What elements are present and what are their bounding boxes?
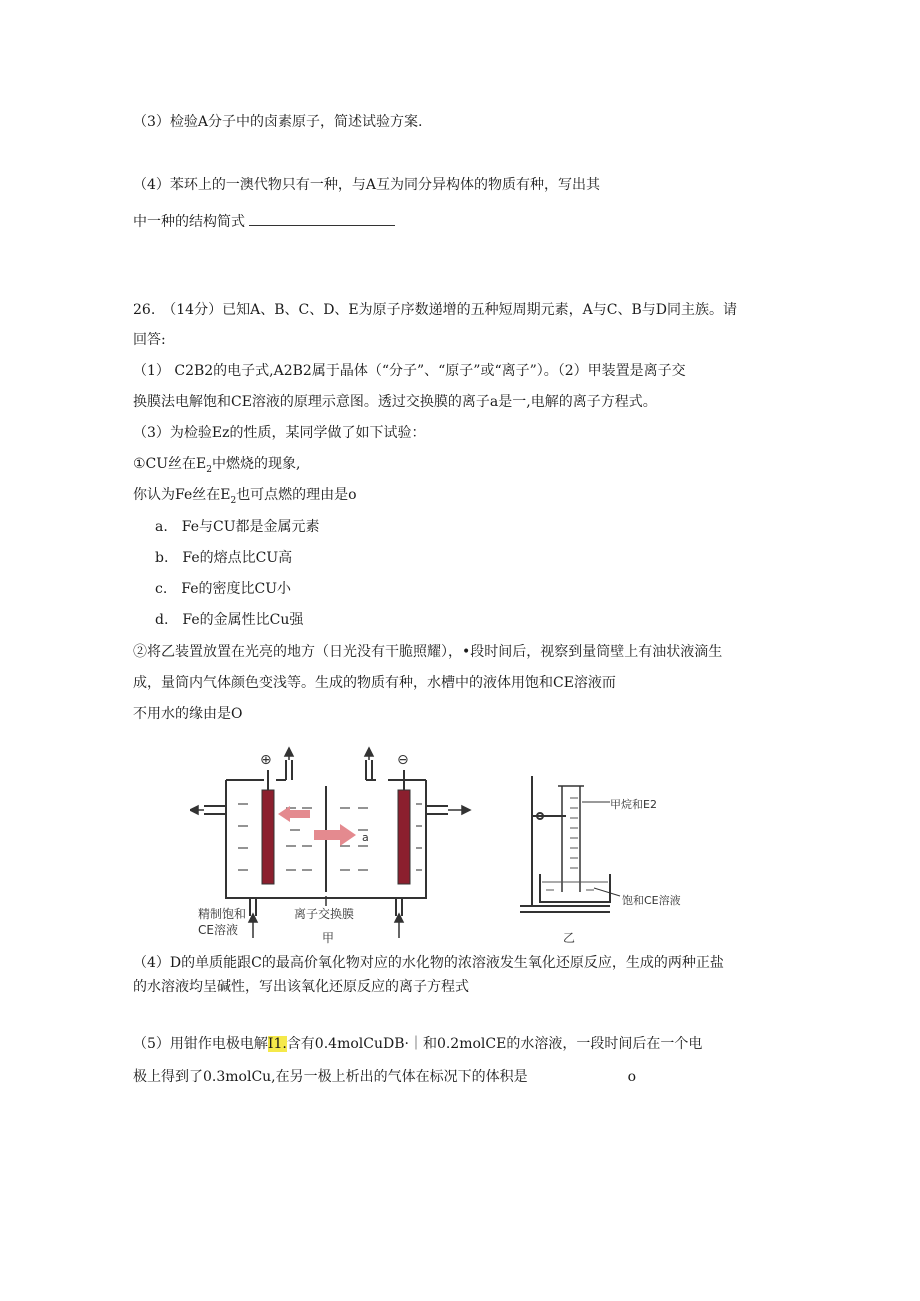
label-membrane: 离子交换膜 <box>294 907 355 921</box>
question-3-line: （3）检验A分子中的卤素原子，简述试验方案. <box>133 114 423 130</box>
q26-part-3-line: （3）为检验Ez的性质，某同学做了如下试验： <box>133 425 426 441</box>
answer-blank <box>249 213 395 226</box>
arrow-right-pink <box>314 824 356 846</box>
apparatus-yi <box>520 776 610 912</box>
label-feed-1: 精制饱和 <box>198 907 247 921</box>
label-gas: 甲烷和E2 <box>610 798 657 811</box>
label-feed-2: CE溶液 <box>198 923 238 937</box>
text-span: 你认为Fe丝在E <box>133 487 231 503</box>
q26-part-5-line-1 <box>133 1035 702 1053</box>
q26-part-4-line-2: 的水溶液均呈碱性，写出该氧化还原反应的离子方程式 <box>133 979 469 995</box>
option-a: a. Fe与CU都是金属元素 <box>155 519 320 535</box>
label-solution: 饱和CE溶液 <box>622 894 681 907</box>
q26-intro-line-2: 回答: <box>133 332 166 348</box>
q26-sub-2-line-2: 成，量筒内气体颜色变浅等。生成的物质有种，水槽中的液体用饱和CE溶液而 <box>133 675 616 691</box>
q26-part-1-line: （1） C2B2的电子式,A2B2属于晶体（“分子”、“原子”或“离子”）。（2）甲装置是离子交 <box>133 363 686 379</box>
text-span: 也可点燃的理由是o <box>236 487 357 503</box>
cylinder-marks <box>542 798 608 890</box>
question-4-line-1: （4）苯环上的一澳代物只有一种，与A互为同分异构体的物质有种，写出其 <box>133 177 601 193</box>
label-apparatus-yi: 乙 <box>563 931 576 945</box>
option-c: c. Fe的密度比CU小 <box>155 581 292 597</box>
q26-sub-1-reason-line <box>133 486 357 504</box>
option-b: b. Fe的熔点比CU高 <box>155 550 293 566</box>
negative-terminal-icon: ⊖ <box>397 752 409 768</box>
q26-sub-2-line-1: ②将乙装置放置在光亮的地方（日光没有干脆照耀），•段时间后，视察到量筒壁上有油状液滴生 <box>133 644 723 660</box>
apparatus-figure <box>190 746 710 946</box>
question-4-text: 中一种的结构简式 <box>133 214 245 230</box>
cathode-electrode <box>398 790 410 884</box>
subscript: 2 <box>206 464 213 475</box>
q26-part-5-line-2 <box>133 1068 636 1086</box>
subscript: 2 <box>230 495 237 506</box>
text-span: 含有0.4molCuDB·｜和0.2molCE的水溶液，一段时间后在一个电 <box>286 1036 703 1052</box>
text-span: o <box>627 1069 637 1085</box>
question-4-line-2 <box>133 213 395 231</box>
text-span: 中燃烧的现象, <box>212 456 301 472</box>
label-apparatus-jia: 甲 <box>322 931 335 945</box>
q26-sub-1-line <box>133 455 300 473</box>
q26-sub-2-line-3: 不用水的缘由是O <box>133 706 243 722</box>
positive-terminal-icon: ⊕ <box>260 752 272 768</box>
q26-part-2-line: 换膜法电解饱和CE溶液的原理示意图。透过交换膜的离子a是一,电解的离子方程式。 <box>133 394 657 410</box>
q26-part-4-line-1: （4）D的单质能跟C的最高价氧化物对应的水化物的浓溶液发生氧化还原反应，生成的两种正盐 <box>133 955 724 971</box>
highlighted-text: I1. <box>267 1036 287 1052</box>
q26-intro-line-1: 26. （14分）已知A、B、C、D、E为原子序数递增的五种短周期元素，A与C、B与D同主族。请 <box>133 302 737 318</box>
text-span: 极上得到了0.3molCu,在另一极上析出的气体在标况下的体积是 <box>133 1069 528 1085</box>
ion-label: a <box>362 831 369 844</box>
text-span: ①CU丝在E <box>133 456 207 472</box>
anode-electrode <box>262 790 274 884</box>
option-d: d. Fe的金属性比Cu强 <box>155 612 304 628</box>
text-span: （5）用钳作电极电解 <box>133 1036 268 1052</box>
